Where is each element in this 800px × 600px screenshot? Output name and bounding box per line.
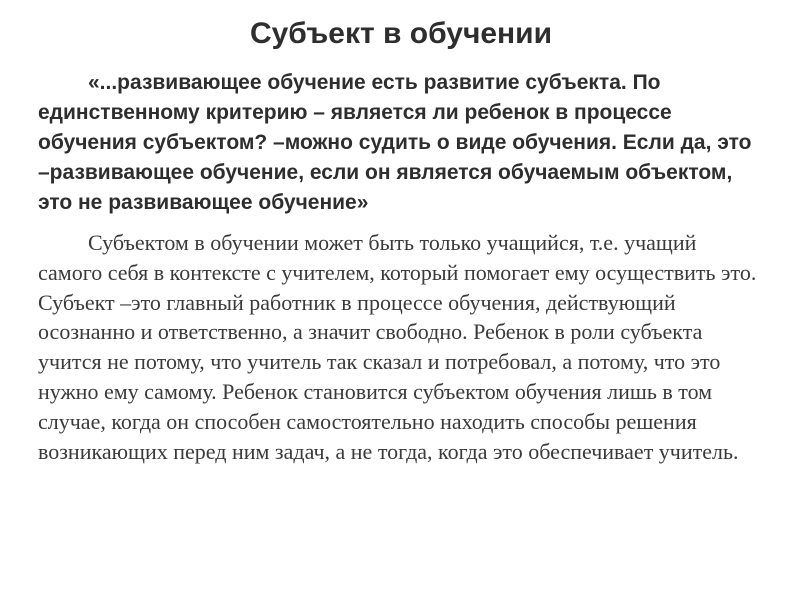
body-paragraph: Субъектом в обучении может быть только учащийся, т.е. учащий самого себя в контексте с учителем, который помогает ему осуществить это. Субъект –это главный работник в процессе обучения, действующий осознанно и ответственно, а значит свободно. Ребенок в роли субъекта учится не потому, что учитель так сказал и потребовал, а потому, что это нужно ему самому. Ребенок становится субъектом обучения лишь в том случае, когда он способен самостоятельно находить способы решения возникающих перед ним задач, а не тогда, когда это обеспечивает учитель. — [38, 230, 757, 464]
slide-title: Субъект в обучении — [249, 17, 553, 50]
quote-paragraph: «...развивающее обучение есть развитие субъекта. По единственному критерию – является ли ребенок в процессе обучения субъектом? –можно судить о виде обучения. Если да, это –развивающее обучение, если он является обучаемым объектом, это не развивающее обучение» — [38, 71, 752, 214]
